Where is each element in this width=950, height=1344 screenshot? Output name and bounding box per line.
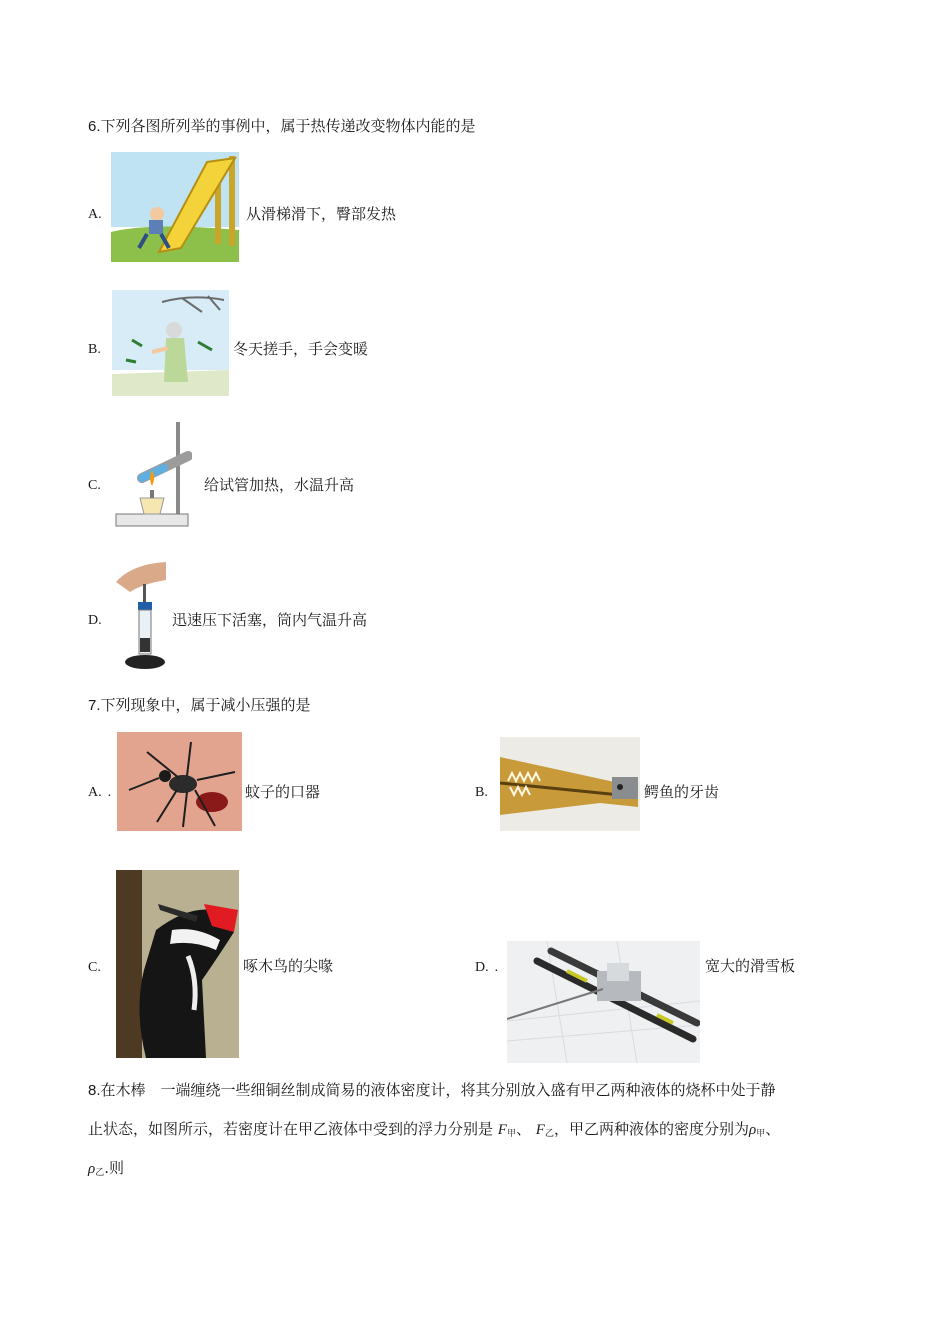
density-symbol: ρ — [88, 1161, 96, 1177]
question-text: ，甲乙两种液体的密度分别为 — [553, 1120, 749, 1138]
option-dot: . — [494, 960, 499, 975]
option-letter-c: C. — [88, 478, 101, 493]
piston-pump-illustration — [112, 558, 170, 674]
woodpecker-photo — [116, 870, 239, 1058]
force-symbol: F — [535, 1122, 545, 1138]
question-number: 8. — [88, 1082, 101, 1099]
subscript-jia: 甲 — [506, 1129, 516, 1139]
question-7-stem — [88, 695, 311, 716]
option-text-a: 蚊子的口器 — [245, 783, 321, 801]
option-text-d: 宽大的滑雪板 — [705, 957, 796, 975]
crocodile-photo — [500, 737, 640, 831]
option-text-c: 啄木鸟的尖喙 — [243, 957, 334, 975]
option-letter-d: D. — [88, 613, 102, 628]
option-letter-a — [88, 784, 111, 802]
separator: 、 — [515, 1120, 531, 1138]
option-text-d: 迅速压下活塞，筒内气温升高 — [172, 611, 368, 629]
force-symbol: F — [497, 1122, 507, 1138]
option-letter-c: C. — [88, 960, 101, 975]
option-letter-a: A. — [88, 207, 102, 222]
question-text: 下列各图所列举的事例中，属于热传递改变物体内能的是 — [100, 117, 476, 135]
test-tube-heating-illustration — [112, 420, 192, 531]
question-text: .则 — [104, 1159, 124, 1177]
option-letter-d — [475, 959, 498, 977]
question-number: 7. — [88, 697, 101, 714]
option-dot: . — [107, 785, 112, 800]
option-text-a: 从滑梯滑下，臀部发热 — [246, 205, 397, 223]
density-symbol: ρ — [748, 1122, 757, 1138]
question-6-stem — [88, 116, 476, 137]
subscript-yi: 乙 — [544, 1129, 554, 1139]
option-text-b: 鳄鱼的牙齿 — [644, 783, 720, 801]
separator: 、 — [765, 1120, 781, 1138]
question-text: 下列现象中，属于减小压强的是 — [100, 696, 311, 714]
option-letter: D. — [475, 960, 489, 975]
question-8-line-1 — [88, 1080, 776, 1101]
option-letter: A. — [88, 785, 102, 800]
question-number: 6. — [88, 118, 101, 135]
rubbing-hands-illustration — [112, 290, 229, 396]
mosquito-photo — [117, 732, 242, 831]
subscript-yi: 乙 — [95, 1168, 105, 1178]
skis-photo — [507, 941, 700, 1063]
question-text: 在木棒 一端缠绕一些细铜丝制成简易的液体密度计，将其分别放入盛有甲乙两种液体的烧杯中处于静 — [100, 1081, 776, 1099]
question-text: 止状态，如图所示，若密度计在甲乙液体中受到的浮力分别是 — [88, 1120, 494, 1138]
subscript-jia: 甲 — [756, 1129, 766, 1139]
option-text-c: 给试管加热，水温升高 — [204, 476, 355, 494]
slide-illustration — [111, 152, 239, 262]
question-8-line-2 — [88, 1119, 780, 1144]
option-text-b: 冬天搓手，手会变暖 — [233, 340, 369, 358]
option-letter-b: B. — [475, 785, 488, 800]
question-8-line-3 — [88, 1158, 124, 1183]
option-letter-b: B. — [88, 342, 101, 357]
